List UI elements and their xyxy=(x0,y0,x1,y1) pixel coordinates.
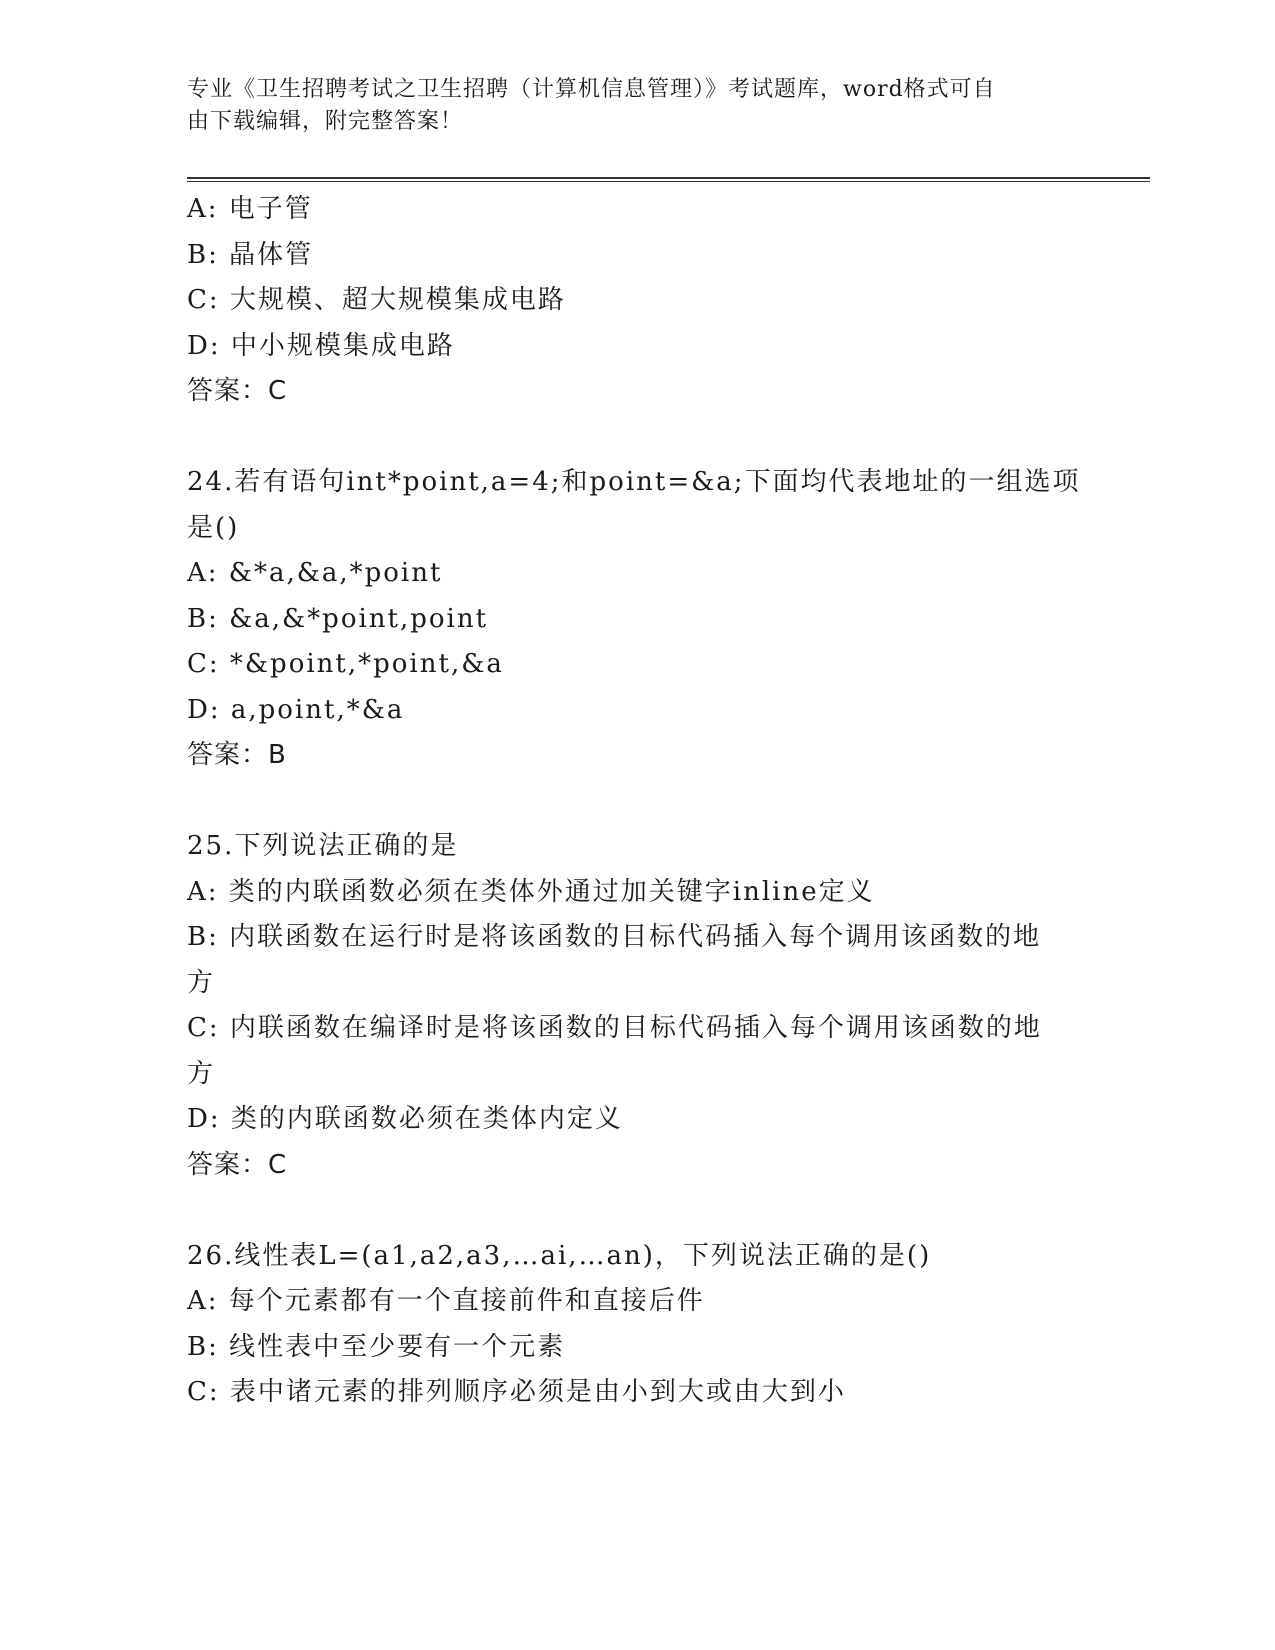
option-c: C: 表中诸元素的排列顺序必须是由小到大或由大到小 xyxy=(187,1377,846,1407)
question-24 xyxy=(187,460,1087,779)
option-a: A: &*a,&a,*point xyxy=(187,558,443,588)
question-23 xyxy=(187,187,1087,415)
header-divider-bottom xyxy=(187,181,1150,182)
option-b: B: 线性表中至少要有一个元素 xyxy=(187,1331,566,1362)
spacer xyxy=(187,1188,1087,1234)
option-c: C: *&point,*point,&a xyxy=(187,649,504,679)
question-list xyxy=(187,187,1087,1416)
option-b-line-2: 方 xyxy=(187,967,216,998)
option-b: B: 晶体管 xyxy=(187,239,314,270)
question-26 xyxy=(187,1234,1087,1416)
option-b-line-1: B: 内联函数在运行时是将该函数的目标代码插入每个调用该函数的地 xyxy=(187,922,1042,952)
answer: 答案：C xyxy=(187,376,288,406)
option-a: A: 电子管 xyxy=(187,194,313,224)
header-line-2: 由下载编辑，附完整答案！ xyxy=(187,109,464,134)
question-text: 25.下列说法正确的是 xyxy=(187,831,459,861)
option-c-line-2: 方 xyxy=(187,1058,216,1089)
option-c-line-1: C: 内联函数在编译时是将该函数的目标代码插入每个调用该函数的地 xyxy=(187,1013,1042,1043)
option-a: A: 每个元素都有一个直接前件和直接后件 xyxy=(187,1286,705,1316)
question-text-line-2: 是() xyxy=(187,512,240,543)
question-text: 26.线性表L=(a1,a2,a3,…ai,…an)，下列说法正确的是() xyxy=(187,1240,932,1271)
option-a: A: 类的内联函数必须在类体外通过加关键字inline定义 xyxy=(187,876,875,907)
question-text-line-1: 24.若有语句int*point,a=4;和point=&a;下面均代表地址的一组选项 xyxy=(187,467,1081,497)
option-d: D: a,point,*&a xyxy=(187,694,405,725)
question-25 xyxy=(187,824,1087,1188)
option-d: D: 中小规模集成电路 xyxy=(187,330,455,361)
spacer xyxy=(187,779,1087,825)
answer: 答案：C xyxy=(187,1149,288,1180)
answer: 答案：B xyxy=(187,740,287,770)
option-d: D: 类的内联函数必须在类体内定义 xyxy=(187,1104,623,1134)
spacer xyxy=(187,415,1087,461)
header-line-1: 专业《卫生招聘考试之卫生招聘（计算机信息管理）》考试题库，word格式可自 xyxy=(187,77,996,102)
header-divider-top xyxy=(187,177,1150,179)
option-b: B: &a,&*point,point xyxy=(187,603,489,634)
option-c: C: 大规模、超大规模集成电路 xyxy=(187,285,566,315)
document-header xyxy=(187,74,1087,138)
